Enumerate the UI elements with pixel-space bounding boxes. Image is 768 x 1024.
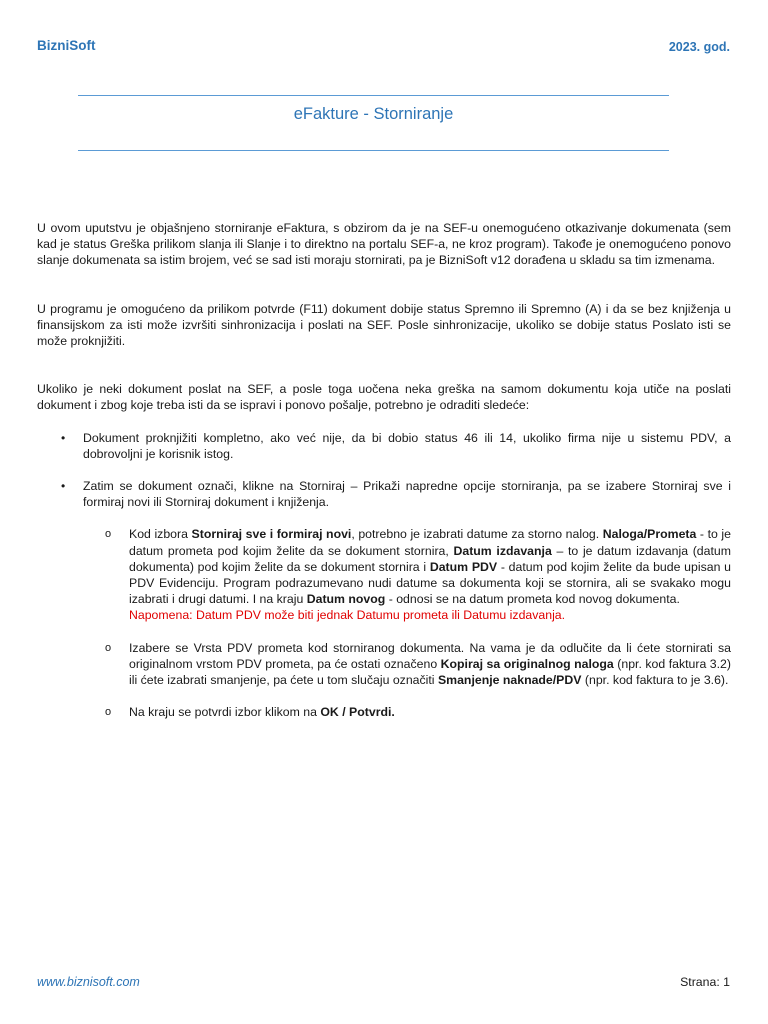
text-run: Kod izbora bbox=[129, 527, 192, 542]
page-title: eFakture - Storniranje bbox=[293, 105, 454, 123]
circle-bullet-icon: o bbox=[105, 641, 112, 654]
bullet-text: Zatim se dokument označi, klikne na Storniraj – Prikaži napredne opcije storniranja, pa se izabere Storniraj sve i formiraj novi ili Storniraj dokument i knjiženja. bbox=[83, 479, 731, 510]
bullet-icon: • bbox=[61, 430, 66, 445]
bold-term: Naloga/Prometa bbox=[602, 527, 697, 542]
procedure-paragraph: Ukoliko je neki dokument poslat na SEF, a posle toga uočena neka greška na samom dokumentu koja utiče na poslati dokument i zbog koje treba isti da se ispravi i ponovo pošalje, potrebno je odraditi sledeće: bbox=[37, 382, 731, 413]
website-link[interactable]: www.biznisoft.com bbox=[37, 975, 140, 989]
sub-list-item bbox=[37, 526, 731, 623]
bullet-text: Dokument proknjižiti kompletno, ako već nije, da bi dobio status 46 ili 14, ukoliko firma nije u sistemu PDV, a dobrovoljni je korisnik istog. bbox=[83, 430, 731, 461]
intro-paragraph: U ovom uputstvu je objašnjeno storniranje eFaktura, s obzirom da je na SEF-u onemogućeno otkazivanje dokumenata (sem kad je status Greška prilikom slanja ili Slanje i to direktno na portalu SEF-a, ne kroz program). Takođe je onemogućeno ponovo slanje dokumenata sa istim brojem, već se sad isti moraju stornirati, pa je BizniSoft v12 dorađena u skladu sa tim izmenama. bbox=[37, 221, 731, 268]
bold-term: Datum novog bbox=[306, 592, 386, 607]
title-bottom-rule bbox=[78, 150, 669, 151]
bold-term: OK / Potvrdi. bbox=[320, 705, 395, 720]
text-run: (npr. kod faktura 3.2) ili ćete izabrati smanjenje, pa ćete u tom slučaju označiti bbox=[129, 656, 731, 688]
sub-list-item bbox=[37, 640, 731, 689]
list-item bbox=[37, 478, 731, 510]
circle-bullet-icon: o bbox=[105, 706, 112, 719]
bold-term: Datum PDV bbox=[429, 559, 498, 574]
list-item bbox=[37, 430, 731, 462]
text-run: , potrebno je izabrati datume za storno nalog. bbox=[351, 527, 603, 542]
text-run: – to je datum izdavanja (datum dokumenta) pod kojim želite da se dokument stornira i bbox=[129, 543, 731, 574]
brand-logo-text: BizniSoft bbox=[37, 38, 96, 53]
note-text: Napomena: Datum PDV može biti jednak Datumu prometa ili Datumu izdavanja. bbox=[129, 608, 566, 623]
bullet-icon: • bbox=[61, 479, 66, 494]
bold-term: Kopiraj sa originalnog naloga bbox=[440, 656, 614, 671]
bold-term: Storniraj sve i formiraj novi bbox=[191, 527, 352, 542]
text-run: Izabere se Vrsta PDV prometa kod storniranog dokumenta. Na vama je da odlučite da li ćete stornirati sa originalnom vrstom PDV prometa, pa će ostati označeno bbox=[129, 640, 731, 671]
sub-list-item bbox=[37, 704, 731, 720]
status-paragraph: U programu je omogućeno da prilikom potvrde (F11) dokument dobije status Spremno ili Spremno (A) i da se bez knjiženja u finansijskom za isti može izvršiti sinhronizacija i poslati na SEF. Posle sinhronizacije, ukoliko se dobije status Poslato isti se može proknjižiti. bbox=[37, 301, 731, 349]
header-year: 2023. god. bbox=[668, 40, 730, 54]
document-body bbox=[37, 220, 731, 720]
page-number: Strana: 1 bbox=[680, 975, 730, 989]
text-run: - datum pod kojim želite da bude upisan u PDV Evidenciju. Program podrazumevano nudi datume sa dokumenta koji se stornira, ali se svakako mogu izabrati i drugi datumi. I na kraju bbox=[129, 559, 731, 607]
text-run: - odnosi se na datum prometa kod novog dokumenta. bbox=[385, 592, 680, 607]
text-run: (npr. kod faktura to je 3.6). bbox=[581, 673, 729, 688]
bold-term: Smanjenje naknade/PDV bbox=[437, 673, 582, 688]
circle-bullet-icon: o bbox=[105, 528, 112, 541]
text-run: - to je datum prometa pod kojim želite da se dokument stornira, bbox=[129, 527, 731, 558]
text-run: Na kraju se potvrdi izbor klikom na bbox=[129, 705, 321, 720]
bold-term: Datum izdavanja bbox=[453, 543, 552, 558]
title-top-rule bbox=[78, 95, 669, 96]
